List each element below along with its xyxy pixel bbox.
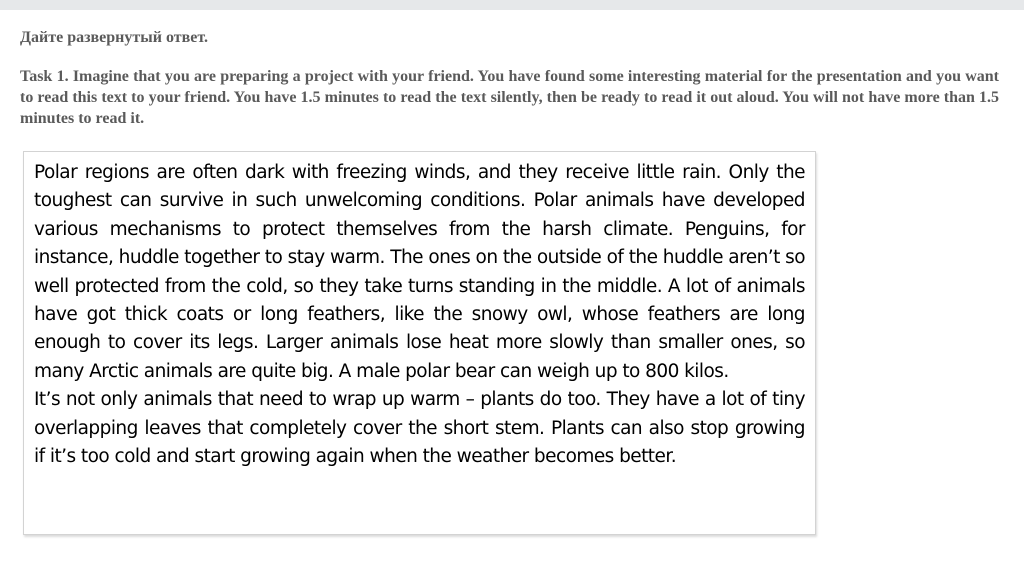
question-heading: Дайте развернутый ответ. bbox=[20, 29, 208, 46]
reading-text-box bbox=[23, 151, 816, 535]
top-bar bbox=[0, 0, 1024, 10]
task-instructions: Task 1. Imagine that you are preparing a project with your friend. You have found some interesting material for the presentation and you want to read this text to your friend. You have 1.5 minutes to read the text silently, then be ready to read it out aloud. You will not have more than 1.5 minutes to read it. bbox=[20, 68, 999, 127]
text-paragraph-1: Polar regions are often dark with freezing winds, and they receive little rain. Only the toughest can survive in such unwelcoming conditions. Polar animals have developed various mechanisms to protect themselves from the harsh climate. Penguins, for instance, huddle together to stay warm. The ones on the outside of the huddle aren’t so well protected from the cold, so they take turns standing in the middle. A lot of animals have got thick coats or long feathers, like the snowy owl, whose feathers are long enough to cover its legs. Larger animals lose heat more slowly than smaller ones, so many Arctic animals are quite big. A male polar bear can weigh up to 800 kilos. bbox=[34, 162, 805, 382]
text-paragraph-2: It’s not only animals that need to wrap up warm – plants do too. They have a lot of tiny overlapping leaves that completely cover the short stem. Plants can also stop growing if it’s too cold and start growing again when the weather becomes better. bbox=[34, 389, 805, 468]
